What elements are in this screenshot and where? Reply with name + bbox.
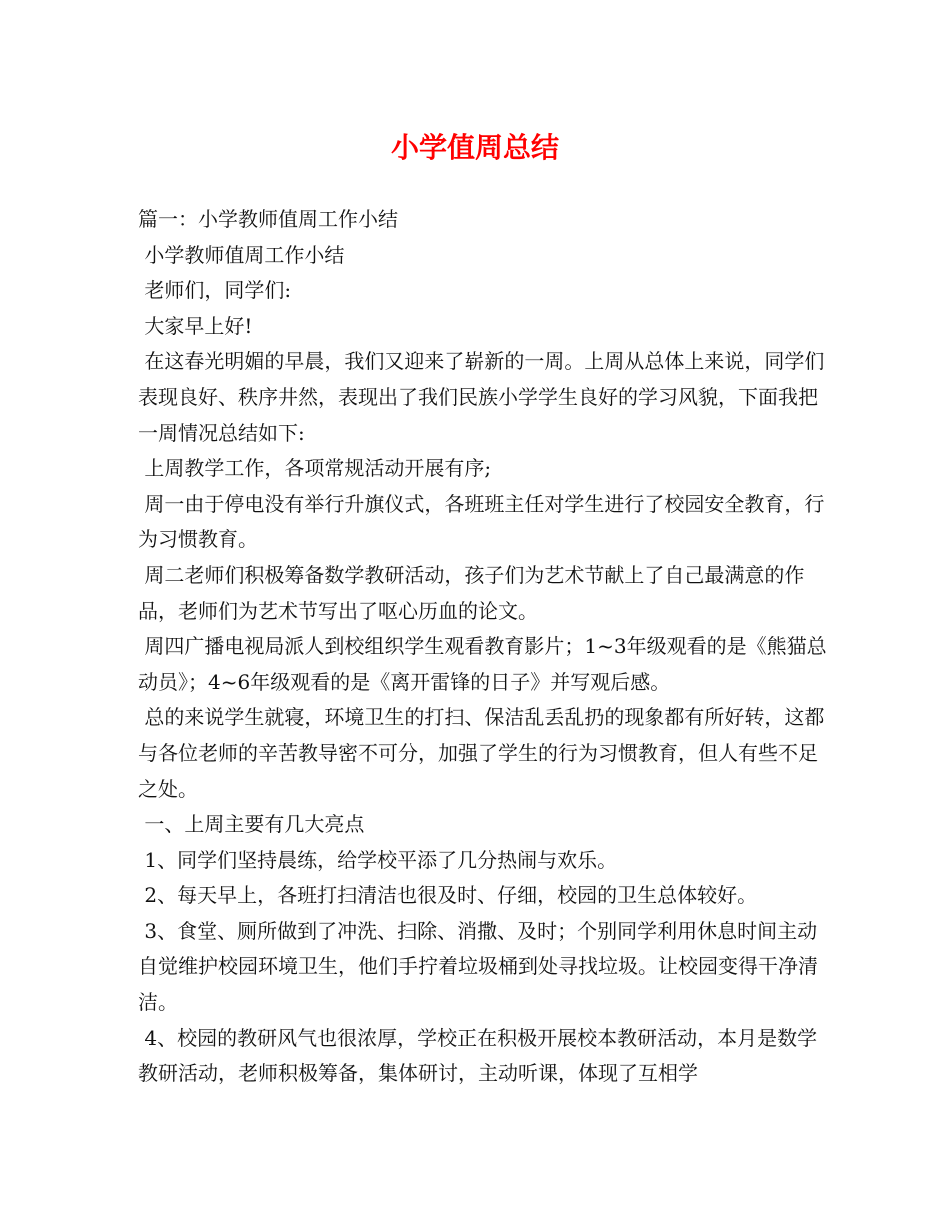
list-item: 2、每天早上，各班打扫清洁也很及时、仔细，校园的卫生总体较好。 — [138, 883, 758, 908]
paragraph: 在这春光明媚的早晨，我们又迎来了崭新的一周。上周从总体上来说，同学们表现良好、秩序井然，表现出了我们民族小学学生良好的学习风貌，下面我把一周情况总结如下: — [138, 349, 825, 445]
list-item: 1、同学们坚持晨练，给学校平添了几分热闹与欢乐。 — [138, 847, 618, 872]
paragraph: 老师们，同学们: — [138, 278, 292, 303]
paragraph: 小学教师值周工作小结 — [138, 242, 345, 267]
paragraph: 周二老师们积极筹备数学教研活动，孩子们为艺术节献上了自己最满意的作品，老师们为艺术节写出了呕心历血的论文。 — [138, 562, 805, 623]
document-title: 小学值周总结 — [390, 131, 559, 164]
list-item: 4、校园的教研风气也很浓厚，学校正在积极开展校本教研活动，本月是数学教研活动，老师积极筹备，集体研讨，主动听课，体现了互相学 — [138, 1025, 818, 1086]
list-item: 3、食堂、厕所做到了冲洗、扫除、消撒、及时；个别同学利用休息时间主动自觉维护校园环境卫生，他们手拧着垃圾桶到处寻找垃圾。让校园变得干净清洁。 — [138, 918, 818, 1015]
document-body — [138, 202, 828, 1092]
paragraph: 篇一：小学教师值周工作小结 — [138, 207, 398, 231]
section-heading: 一、上周主要有几大亮点 — [138, 812, 365, 837]
paragraph: 大家早上好! — [138, 313, 253, 338]
paragraph: 周一由于停电没有举行升旗仪式，各班班主任对学生进行了校园安全教育，行为习惯教育。 — [138, 491, 825, 552]
paragraph: 周四广播电视局派人到校组织学生观看教育影片；1~3年级观看的是《熊猫总动员》；4~6年级观看的是《离开雷锋的日子》并写观后感。 — [138, 634, 827, 694]
paragraph: 上周教学工作，各项常规活动开展有序; — [138, 456, 492, 481]
paragraph: 总的来说学生就寝，环境卫生的打扫、保洁乱丢乱扔的现象都有所好转，这都与各位老师的辛苦教导密不可分，加强了学生的行为习惯教育，但人有些不足之处。 — [138, 705, 825, 801]
